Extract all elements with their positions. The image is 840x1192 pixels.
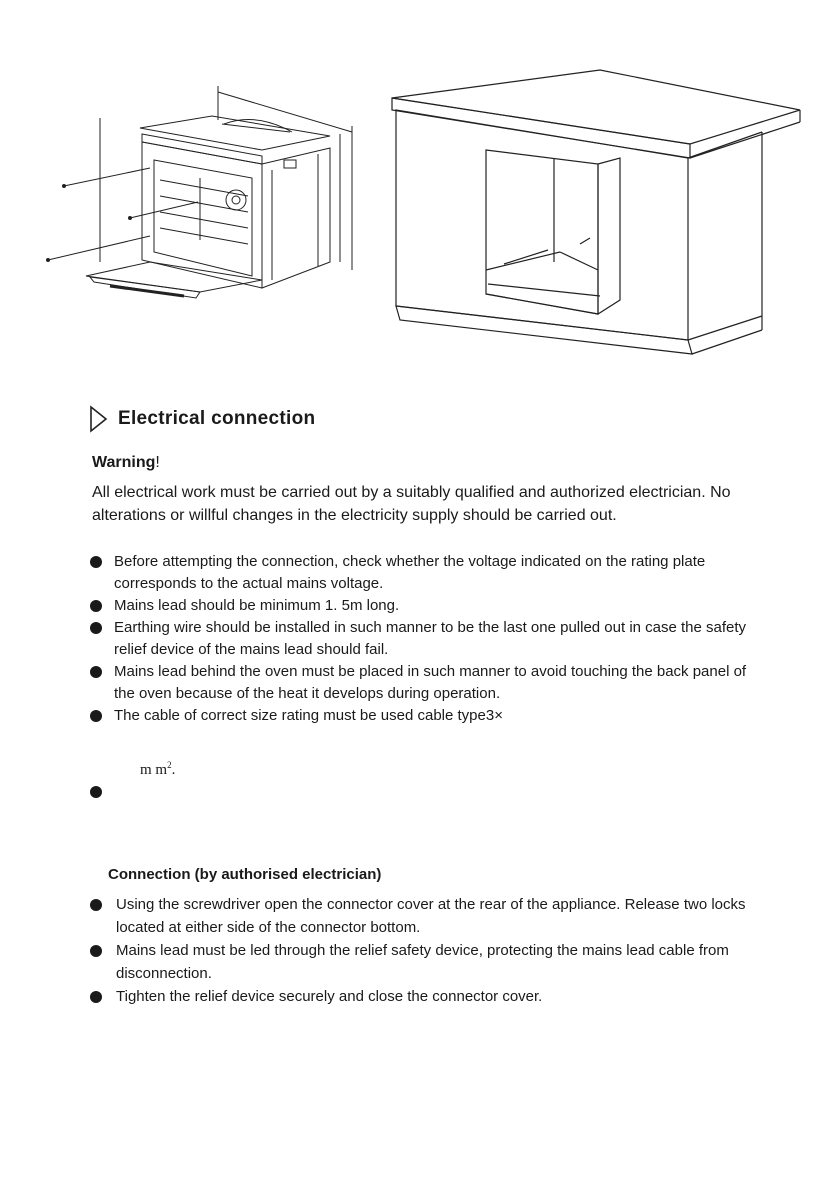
list-item: Using the screwdriver open the connector cover at the rear of the appliance. Release two locks located at either side of the connector bottom. — [88, 893, 748, 939]
warning-mark: ! — [155, 454, 160, 471]
list-item: Mains lead behind the oven must be placed in such manner to avoid touching the back panel of the oven because of the heat it develops during operation. — [88, 661, 748, 705]
list-item: Tighten the relief device securely and close the connector cover. — [88, 985, 748, 1008]
empty-bullet-icon — [90, 786, 102, 798]
bullet-icon — [90, 622, 102, 634]
connection-title: Connection (by authorised electrician) — [108, 866, 382, 883]
bullet-icon — [90, 945, 102, 957]
warning-label: Warning — [92, 454, 156, 471]
list-item: Earthing wire should be installed in such manner to be the last one pulled out in case the safety relief device of the mains lead should fail. — [88, 617, 748, 661]
bullet-icon — [90, 556, 102, 568]
warning-bullet-list — [88, 551, 748, 727]
list-item: Mains lead should be minimum 1. 5m long. — [88, 595, 748, 617]
oven-and-cabinet-drawings — [0, 0, 840, 370]
list-item: Before attempting the connection, check whether the voltage indicated on the rating plate corresponds to the actual mains voltage. — [88, 551, 748, 595]
cable-factor: 3× — [485, 707, 503, 724]
bullet-icon — [90, 666, 102, 678]
installation-illustrations — [0, 0, 840, 370]
list-item: Mains lead must be led through the relief safety device, protecting the mains lead cable from disconnection. — [88, 939, 748, 985]
connection-bullet-list — [88, 893, 748, 1008]
cable-text: The cable of correct size rating must be used cable type — [114, 707, 486, 724]
bullet-icon — [90, 991, 102, 1003]
oven-drawing — [47, 86, 353, 298]
section-heading — [88, 404, 315, 434]
bullet-icon — [90, 600, 102, 612]
section-arrow-icon — [88, 404, 110, 434]
cable-unit: m $m^2$. — [140, 760, 176, 778]
warning-intro: All electrical work must be carried out by a suitably qualified and authorized electrician. No alterations or willful changes in the electricity supply should be carried out. — [92, 484, 731, 524]
cabinet-drawing — [392, 70, 800, 354]
bullet-icon — [90, 899, 102, 911]
section-title: Electrical connection — [118, 408, 316, 429]
warning-title — [92, 454, 160, 472]
bullet-icon — [90, 710, 102, 722]
cable-list-item — [88, 705, 748, 727]
